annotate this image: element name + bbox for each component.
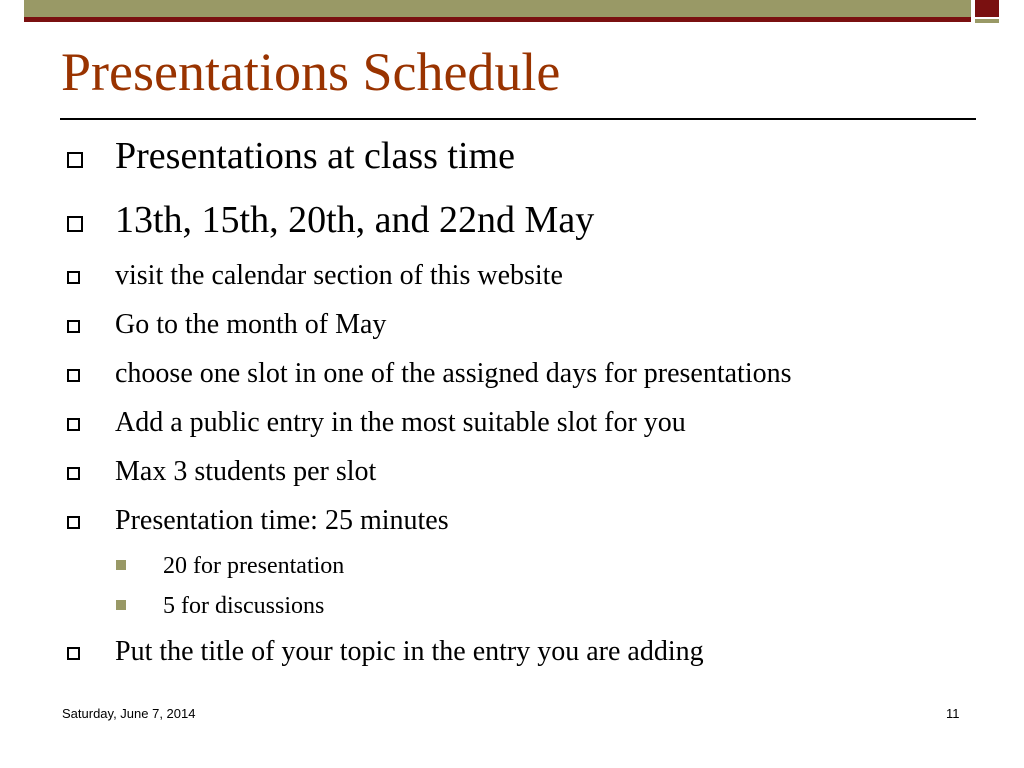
title-divider [60, 118, 976, 120]
bullet-text: Go to the month of May [115, 309, 387, 340]
top-decorative-bar [24, 0, 971, 22]
sub-bullet-text: 20 for presentation [163, 553, 345, 579]
hollow-square-bullet-icon [67, 271, 80, 284]
slide-title: Presentations Schedule [61, 42, 561, 102]
bullet-text: visit the calendar section of this website [115, 260, 563, 291]
hollow-square-bullet-icon [67, 369, 80, 382]
corner-decorative-strip [975, 19, 999, 23]
hollow-square-bullet-icon [67, 467, 80, 480]
bullet-text: Presentations at class time [115, 135, 515, 177]
footer-page-number: 11 [946, 706, 960, 721]
hollow-square-bullet-icon [67, 216, 83, 232]
sub-bullet-text: 5 for discussions [163, 593, 325, 619]
bullet-text: choose one slot in one of the assigned days for presentations [115, 358, 792, 389]
hollow-square-bullet-icon [67, 320, 80, 333]
bullet-text: Max 3 students per slot [115, 456, 377, 487]
hollow-square-bullet-icon [67, 152, 83, 168]
solid-square-bullet-icon [116, 560, 126, 570]
bullet-text: Presentation time: 25 minutes [115, 505, 449, 536]
hollow-square-bullet-icon [67, 516, 80, 529]
bullet-text: Add a public entry in the most suitable slot for you [115, 407, 686, 438]
footer-date: Saturday, June 7, 2014 [62, 706, 196, 721]
corner-decorative-block [975, 0, 999, 17]
hollow-square-bullet-icon [67, 647, 80, 660]
bullet-text: 13th, 15th, 20th, and 22nd May [115, 199, 595, 241]
bullet-text: Put the title of your topic in the entry you are adding [115, 636, 704, 667]
solid-square-bullet-icon [116, 600, 126, 610]
hollow-square-bullet-icon [67, 418, 80, 431]
